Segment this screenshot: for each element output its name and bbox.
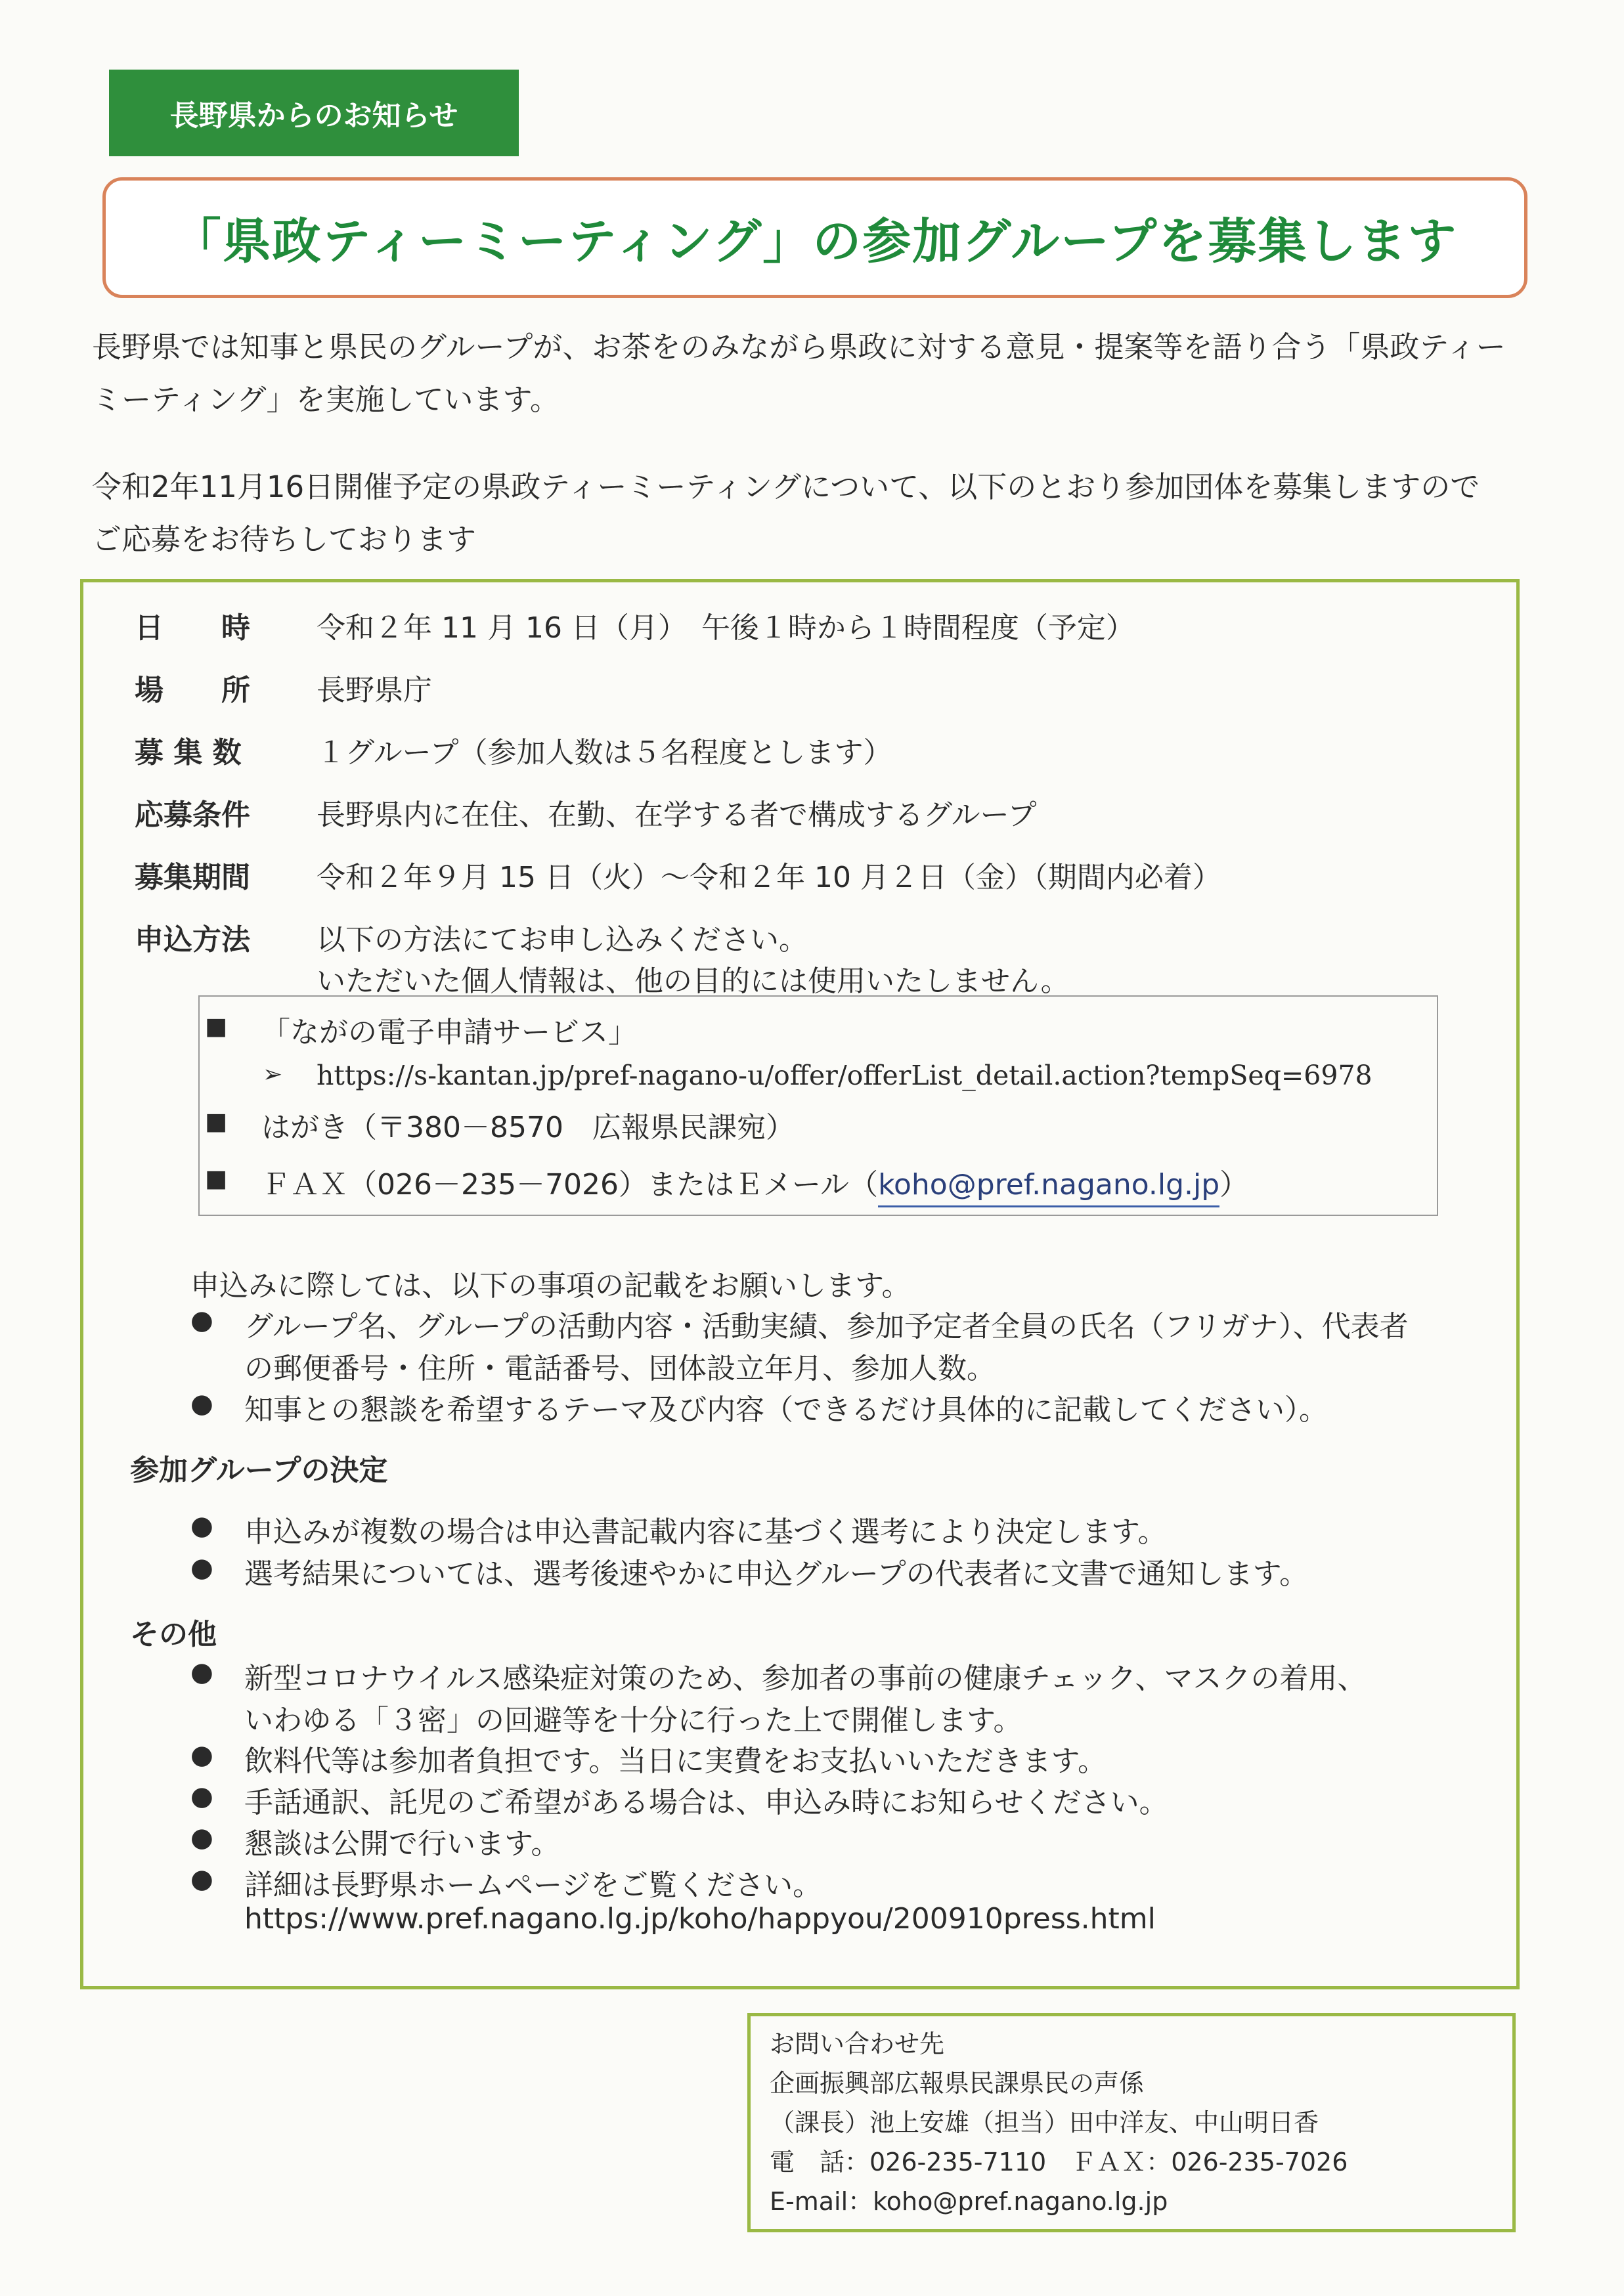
section-heading-decision: 参加グループの決定 [130,1454,388,1487]
page-title: 「県政ティーミーティング」の参加グループを募集します [172,213,1458,270]
email-link[interactable]: koho@pref.nagano.lg.jp [878,1168,1219,1207]
detail-value-period: 令和２年９月 15 日（火）～令和２年 10 月２日（金）（期間内必着） [317,861,1221,894]
detail-label-count: 募 集 数 [135,736,242,769]
detail-label-period: 募集期間 [135,861,250,894]
intro-line-4: ご応募をお待ちしております [92,522,477,557]
decision-2: 選考結果については、選考後速やかに申込グループの代表者に文書で通知します。 [244,1557,1309,1591]
contact-email: E-mail：koho@pref.nagano.lg.jp [770,2187,1168,2216]
bullet-icon: ● [190,1511,213,1541]
bullet-icon: ● [190,1781,213,1811]
other-5: 詳細は長野県ホームページをご覧ください。 [244,1869,822,1902]
notes-intro: 申込みに際しては、以下の事項の記載をお願いします。 [190,1269,911,1303]
square-bullet-icon: ■ [205,1165,228,1192]
contact-staff: （課長）池上安雄（担当）田中洋友、中山明日香 [770,2108,1319,2137]
detail-label-method: 申込方法 [135,923,250,957]
apply-method-online: 「ながの電子申請サービス」 [261,1016,637,1049]
square-bullet-icon: ■ [205,1108,228,1135]
decision-1: 申込みが複数の場合は申込書記載内容に基づく選考により決定します。 [244,1515,1167,1549]
arrow-icon: ➢ [263,1061,283,1088]
intro-line-3: 令和2年11月16日開催予定の県政ティーミーティングについて、以下のとおり参加団体を募集しますので [92,469,1480,504]
contact-dept: 企画振興部広報県民課県民の声係 [770,2069,1145,2098]
apply-method-postcard: はがき（〒380－8570 広報県民課宛） [261,1111,795,1144]
bullet-icon: ● [190,1553,213,1583]
square-bullet-icon: ■ [205,1013,228,1040]
header-tag: 長野県からのお知らせ [109,70,519,156]
fax-email-prefix: ＦＡＸ（026－235－7026）またはＥメール（ [261,1168,879,1202]
detail-label-condition: 応募条件 [135,798,250,832]
other-4: 懇談は公開で行います。 [244,1827,560,1861]
apply-online-url[interactable]: https://s-kantan.jp/pref-nagano-u/offer/offerList_detail.action?tempSeq=6978 [317,1060,1372,1091]
other-3: 手話通訳、託児のご希望がある場合は、申込み時にお知らせください。 [244,1786,1168,1819]
bullet-icon: ● [190,1389,213,1419]
bullet-icon: ● [190,1740,213,1770]
other-1-line-2: いわゆる「３密」の回避等を十分に行った上で開催します。 [244,1704,1022,1737]
other-2: 飲料代等は参加者負担です。当日に実費をお支払いいただきます。 [244,1744,1107,1778]
contact-heading: お問い合わせ先 [770,2029,945,2058]
bullet-icon: ● [190,1864,213,1894]
note-1-line-1: グループ名、グループの活動内容・活動実績、参加予定者全員の氏名（フリガナ）、代表者 [244,1310,1409,1343]
other-1-line-1: 新型コロナウイルス感染症対策のため、参加者の事前の健康チェック、マスクの着用、 [244,1662,1367,1695]
title-box [102,177,1527,298]
bullet-icon: ● [190,1657,213,1687]
detail-value-condition: 長野県内に在住、在勤、在学する者で構成するグループ [317,798,1037,832]
note-1-line-2: の郵便番号・住所・電話番号、団体設立年月、参加人数。 [244,1352,996,1385]
note-2: 知事との懇談を希望するテーマ及び内容（できるだけ具体的に記載してください）。 [244,1393,1328,1427]
apply-method-fax-email [261,1161,1248,1203]
detail-value-method: 以下の方法にてお申し込みください。 [317,923,808,957]
contact-phone: 電 話：026-235-7110 ＦＡＸ：026-235-7026 [770,2148,1348,2177]
detail-value-place: 長野県庁 [317,674,432,707]
bullet-icon: ● [190,1823,213,1853]
detail-label-place: 場 所 [135,674,250,707]
detail-value-datetime: 令和２年 11 月 16 日（月） 午後１時から１時間程度（予定） [317,611,1135,645]
section-heading-other: その他 [130,1618,217,1651]
bullet-icon: ● [190,1305,213,1335]
intro-line-2: ミーティング」を実施しています。 [92,382,560,417]
homepage-url[interactable]: https://www.pref.nagano.lg.jp/koho/happyou/200910press.html [244,1902,1156,1936]
apply-privacy-note: いただいた個人情報は、他の目的には使用いたしません。 [317,964,1070,998]
detail-label-datetime: 日 時 [135,611,250,645]
detail-value-count: １グループ（参加人数は５名程度とします） [317,736,892,769]
fax-email-suffix: ） [1219,1168,1249,1202]
intro-line-1: 長野県では知事と県民のグループが、お茶をのみながら県政に対する意見・提案等を語り合う「県政ティー [92,330,1506,364]
